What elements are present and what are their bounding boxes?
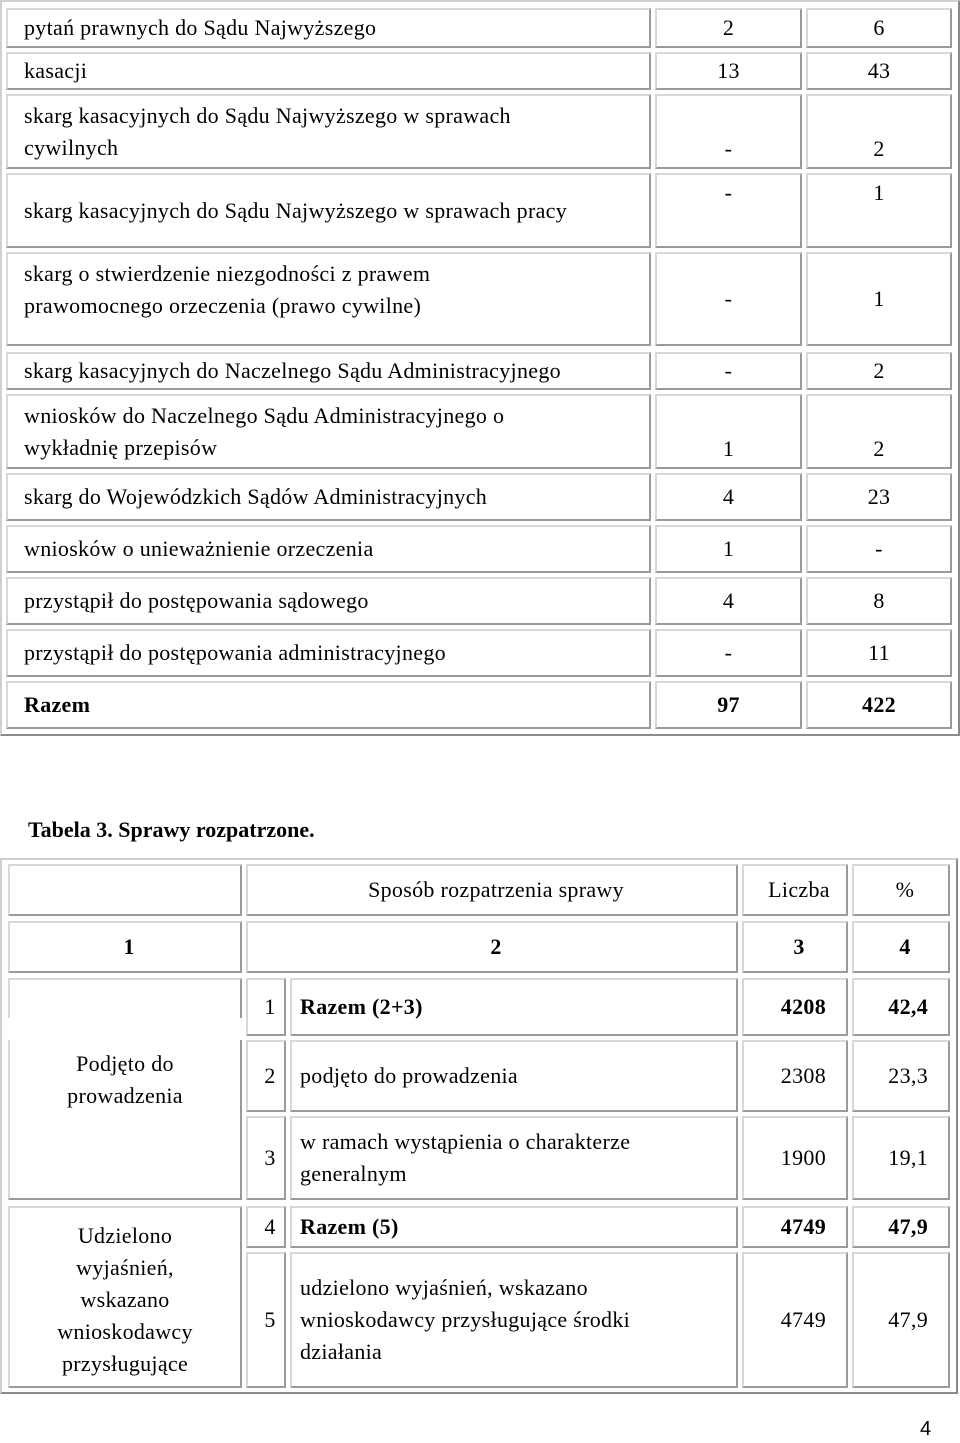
table-cell-value: 2 bbox=[806, 394, 952, 469]
header-blank bbox=[8, 864, 242, 916]
table-cell-value: 4 bbox=[655, 473, 802, 521]
table-cell-value: 8 bbox=[806, 577, 952, 625]
table-cell-value: - bbox=[655, 173, 802, 248]
table-row-label: kasacji bbox=[6, 52, 651, 90]
row-number: 4 bbox=[246, 1206, 286, 1248]
row-count: 1900 bbox=[742, 1116, 848, 1200]
row-label: podjęto do prowadzenia bbox=[290, 1040, 738, 1112]
row-count: 4749 bbox=[742, 1206, 848, 1248]
table-cell-value: - bbox=[655, 629, 802, 677]
row-count: 2308 bbox=[742, 1040, 848, 1112]
row-percent: 47,9 bbox=[852, 1206, 950, 1248]
total-value: 422 bbox=[806, 681, 952, 729]
row-number: 2 bbox=[246, 1040, 286, 1112]
row-percent: 42,4 bbox=[852, 978, 950, 1036]
table-cell-value: 11 bbox=[806, 629, 952, 677]
table-row-label: przystąpił do postępowania administracyjnego bbox=[6, 629, 651, 677]
row-label: Razem (2+3) bbox=[290, 978, 738, 1036]
row-number: 5 bbox=[246, 1252, 286, 1388]
row-percent: 47,9 bbox=[852, 1252, 950, 1388]
table-row-label: przystąpił do postępowania sądowego bbox=[6, 577, 651, 625]
page-number: 4 bbox=[920, 1418, 932, 1440]
table-cell-value: 1 bbox=[806, 252, 952, 346]
total-value: 97 bbox=[655, 681, 802, 729]
row-label: udzielono wyjaśnień, wskazano wnioskodawcy przysługujące środki działania bbox=[290, 1252, 738, 1388]
table-row-label: skarg o stwierdzenie niezgodności z prawem prawomocnego orzeczenia (prawo cywilne) bbox=[6, 252, 651, 346]
table-row-label: skarg do Wojewódzkich Sądów Administracyjnych bbox=[6, 473, 651, 521]
row-number: 1 bbox=[246, 978, 286, 1036]
row-percent: 23,3 bbox=[852, 1040, 950, 1112]
row-count: 4749 bbox=[742, 1252, 848, 1388]
header-count: Liczba bbox=[742, 864, 848, 916]
row-number: 3 bbox=[246, 1116, 286, 1200]
table-cell-value: - bbox=[806, 525, 952, 573]
table-row-label: skarg kasacyjnych do Sądu Najwyższego w sprawach pracy bbox=[6, 173, 651, 248]
table-cell-value: 1 bbox=[655, 525, 802, 573]
column-number: 3 bbox=[742, 921, 848, 973]
table-row-label: skarg kasacyjnych do Naczelnego Sądu Administracyjnego bbox=[6, 352, 651, 390]
row-count: 4208 bbox=[742, 978, 848, 1036]
column-number: 1 bbox=[8, 921, 242, 973]
group-label: Podjęto do prowadzenia bbox=[8, 1040, 242, 1200]
column-number: 4 bbox=[852, 921, 950, 973]
row-label: Razem (5) bbox=[290, 1206, 738, 1248]
table-caption: Tabela 3. Sprawy rozpatrzone. bbox=[28, 817, 315, 842]
group-label: Udzielono wyjaśnień, wskazano wnioskodawcy przysługujące bbox=[8, 1206, 242, 1388]
table-cell-value: 1 bbox=[806, 173, 952, 248]
table-cell-value: - bbox=[655, 252, 802, 346]
table-cell-value: 2 bbox=[806, 94, 952, 169]
table-cell-value: 2 bbox=[806, 352, 952, 390]
header-percent: % bbox=[852, 864, 950, 916]
table-cell-value: 4 bbox=[655, 577, 802, 625]
table-row-label: wniosków do Naczelnego Sądu Administracyjnego o wykładnię przepisów bbox=[6, 394, 651, 469]
table-row-label: wniosków o unieważnienie orzeczenia bbox=[6, 525, 651, 573]
row-label: w ramach wystąpienia o charakterze generalnym bbox=[290, 1116, 738, 1200]
total-label: Razem bbox=[6, 681, 651, 729]
table-cell-value: 43 bbox=[806, 52, 952, 90]
group-blank bbox=[8, 978, 242, 1018]
table-row-label: skarg kasacyjnych do Sądu Najwyższego w sprawach cywilnych bbox=[6, 94, 651, 169]
column-number: 2 bbox=[246, 921, 738, 973]
table-cell-value: 1 bbox=[655, 394, 802, 469]
row-percent: 19,1 bbox=[852, 1116, 950, 1200]
table-cell-value: 6 bbox=[806, 8, 952, 48]
table-cell-value: 23 bbox=[806, 473, 952, 521]
header-method: Sposób rozpatrzenia sprawy bbox=[246, 864, 738, 916]
table-cell-value: 2 bbox=[655, 8, 802, 48]
table-cell-value: 13 bbox=[655, 52, 802, 90]
table-row-label: pytań prawnych do Sądu Najwyższego bbox=[6, 8, 651, 48]
table-cell-value: - bbox=[655, 352, 802, 390]
table-cell-value: - bbox=[655, 94, 802, 169]
